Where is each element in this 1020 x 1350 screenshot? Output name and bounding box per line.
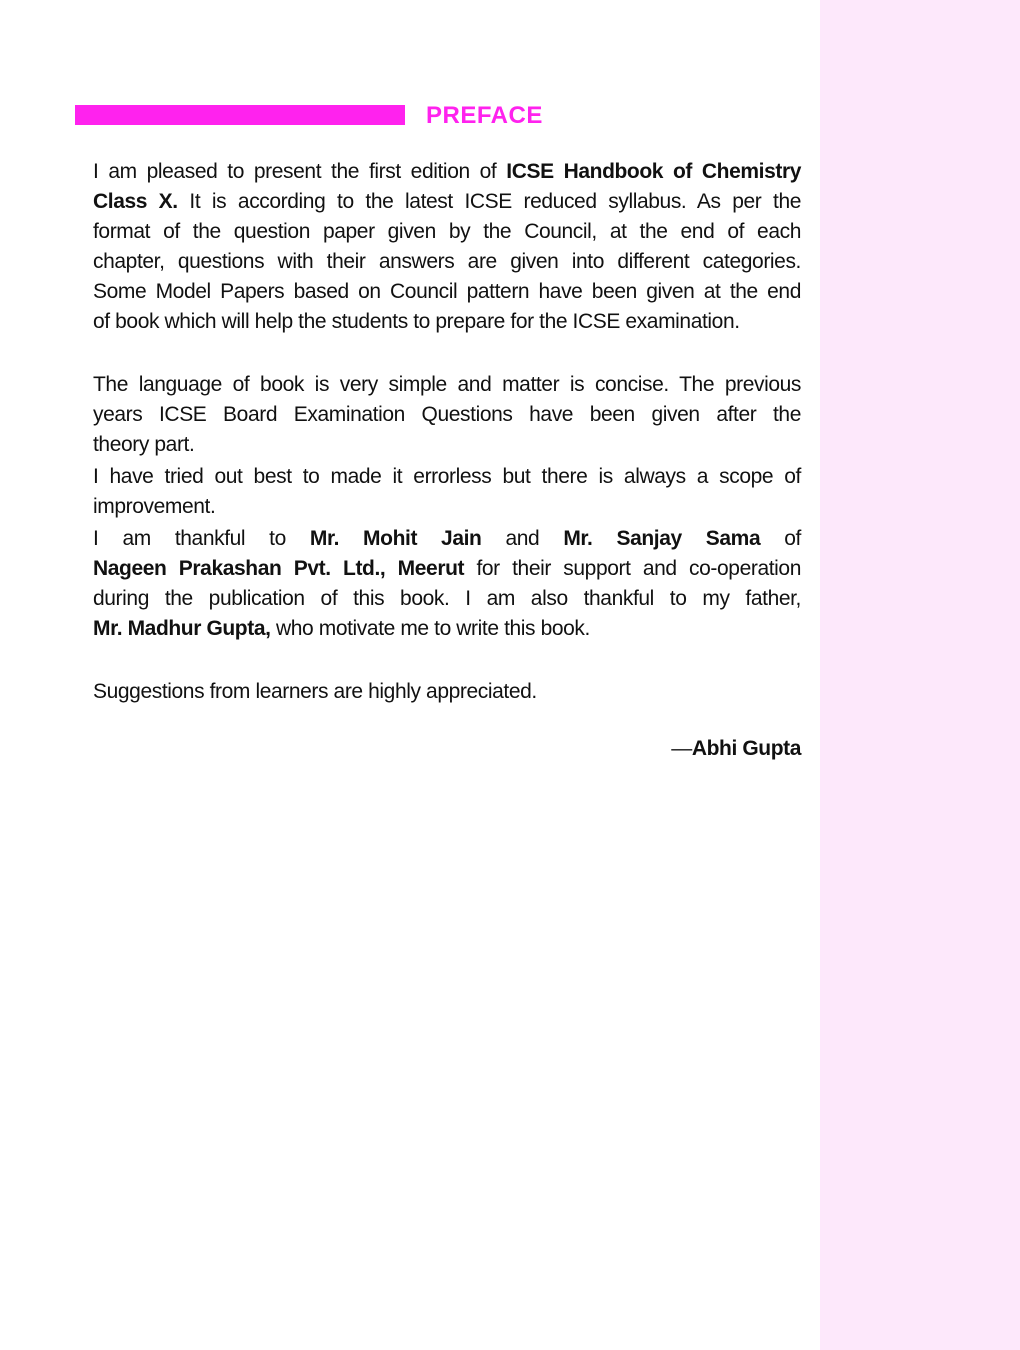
text-line	[93, 524, 801, 554]
text: I am thankful to	[93, 527, 310, 550]
dash: —	[671, 737, 692, 760]
text-line	[93, 187, 801, 217]
heading-bar	[75, 105, 405, 125]
text-line: theory part.	[93, 433, 195, 456]
text: for their support and co-operation	[464, 557, 801, 580]
text-line: Suggestions from learners are highly appreciated.	[93, 680, 537, 703]
text-line	[93, 614, 801, 644]
text-line: years ICSE Board Examination Questions have been given after the	[93, 403, 801, 426]
book-class: Class X.	[93, 190, 178, 213]
page-title: PREFACE	[426, 102, 543, 129]
book-title: ICSE Handbook of Chemistry	[506, 160, 801, 183]
text-line	[93, 554, 801, 584]
text: who motivate me to write this book.	[270, 617, 590, 640]
text-line: during the publication of this book. I am also thankful to my father,	[93, 587, 801, 610]
text: of	[760, 527, 801, 550]
text-line: chapter, questions with their answers are given into different categories.	[93, 250, 801, 273]
text-line: I have tried out best to made it errorless but there is always a scope of	[93, 465, 801, 488]
text-line: The language of book is very simple and matter is concise. The previous	[93, 373, 801, 396]
signature	[93, 734, 801, 764]
publisher-name: Nageen Prakashan Pvt. Ltd., Meerut	[93, 557, 465, 580]
text-line: Some Model Papers based on Council pattern have been given at the end	[93, 280, 801, 303]
person-name: Mr. Mohit Jain	[309, 527, 482, 550]
text-line	[93, 157, 801, 187]
text-line: format of the question paper given by the Council, at the end of each	[93, 220, 801, 243]
text: It is according to the latest ICSE reduced syllabus. As per the	[177, 190, 802, 213]
page-margin-band	[820, 0, 1020, 1350]
author-name: Abhi Gupta	[691, 737, 801, 760]
text-line: of book which will help the students to prepare for the ICSE examination.	[93, 310, 740, 333]
person-name: Mr. Madhur Gupta,	[93, 617, 271, 640]
text-line: improvement.	[93, 495, 216, 518]
text: I am pleased to present the first edition of	[93, 160, 507, 183]
text: and	[481, 527, 564, 550]
person-name: Mr. Sanjay Sama	[563, 527, 761, 550]
